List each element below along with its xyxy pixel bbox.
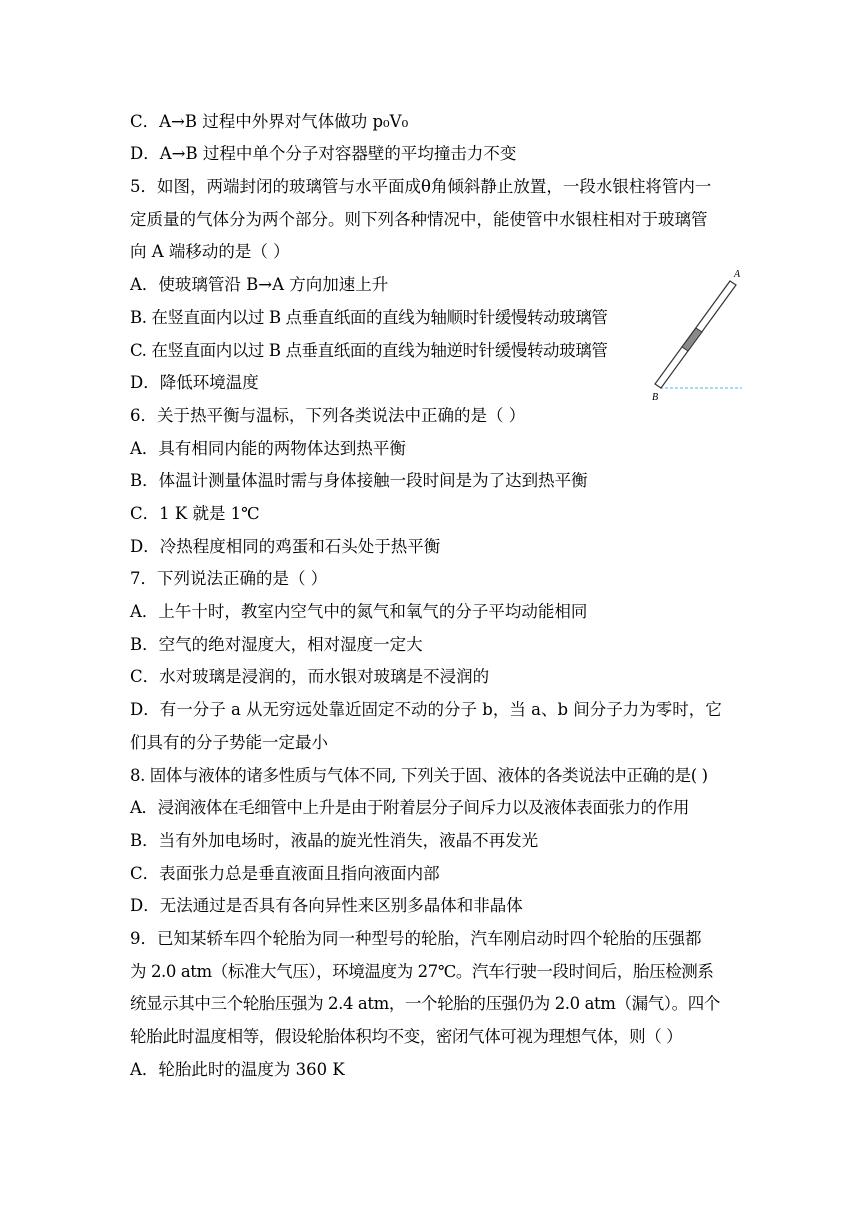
q8-option-d: D．无法通过是否具有各向异性来区别多晶体和非晶体 bbox=[130, 896, 523, 915]
q9-option-a: A．轮胎此时的温度为 360 K bbox=[130, 1060, 345, 1079]
q5-stem-line2: 定质量的气体分为两个部分。则下列各种情况中，能使管中水银柱相对于玻璃管 bbox=[130, 210, 708, 229]
label-a: A bbox=[734, 269, 741, 280]
q9-stem-line3: 统显示其中三个轮胎压强为 2.4 atm，一个轮胎的压强仍为 2.0 atm（漏气）。四个 bbox=[130, 994, 720, 1013]
q7-option-d-line2: 们具有的分子势能一定最小 bbox=[130, 733, 328, 752]
q6-option-c: C．1 K 就是 1℃ bbox=[130, 504, 260, 523]
mercury-column bbox=[682, 328, 702, 351]
q6-option-a: A．具有相同内能的两物体达到热平衡 bbox=[130, 439, 406, 458]
q9-stem-line1: 9．已知某轿车四个轮胎为同一种型号的轮胎，汽车刚启动时四个轮胎的压强都 bbox=[130, 929, 702, 948]
q6-stem: 6．关于热平衡与温标，下列各类说法中正确的是（ ） bbox=[130, 406, 526, 425]
label-b: B bbox=[652, 392, 659, 403]
q5-option-b: B. 在竖直面内以过 B 点垂直纸面的直线为轴顺时针缓慢转动玻璃管 bbox=[130, 308, 608, 327]
q7-stem: 7．下列说法正确的是（ ） bbox=[130, 569, 328, 588]
q6-option-b: B．体温计测量体温时需与身体接触一段时间是为了达到热平衡 bbox=[130, 471, 588, 490]
q8-option-a: A．浸润液体在毛细管中上升是由于附着层分子间斥力以及液体表面张力的作用 bbox=[130, 798, 689, 817]
q9-stem-line4: 轮胎此时温度相等，假设轮胎体积均不变，密闭气体可视为理想气体，则（ ） bbox=[130, 1027, 683, 1046]
q7-option-d-line1: D．有一分子 a 从无穷远处靠近固定不动的分子 b，当 a、b 间分子力为零时，它 bbox=[130, 700, 722, 719]
q4-option-d: D．A→B 过程中单个分子对容器壁的平均撞击力不变 bbox=[130, 144, 517, 163]
q7-option-b: B．空气的绝对湿度大，相对湿度一定大 bbox=[130, 635, 423, 654]
q5-stem-line3: 向 A 端移动的是（ ） bbox=[130, 242, 290, 261]
q8-option-b: B．当有外加电场时，液晶的旋光性消失，液晶不再发光 bbox=[130, 831, 539, 850]
q5-stem-line1: 5．如图，两端封闭的玻璃管与水平面成θ角倾斜静止放置，一段水银柱将管内一 bbox=[130, 177, 712, 196]
q7-option-a: A．上午十时，教室内空气中的氮气和氧气的分子平均动能相同 bbox=[130, 602, 588, 621]
q9-stem-line2: 为 2.0 atm（标准大气压），环境温度为 27℃。汽车行驶一段时间后，胎压检测系 bbox=[130, 962, 714, 981]
q8-option-c: C．表面张力总是垂直液面且指向液面内部 bbox=[130, 864, 440, 883]
q8-stem: 8. 固体与液体的诸多性质与气体不同, 下列关于固、液体的各类说法中正确的是( ) bbox=[130, 766, 708, 785]
q5-option-c: C. 在竖直面内以过 B 点垂直纸面的直线为轴逆时针缓慢转动玻璃管 bbox=[130, 341, 608, 360]
q7-option-c: C．水对玻璃是浸润的，而水银对玻璃是不浸润的 bbox=[130, 667, 490, 686]
q5-option-a: A．使玻璃管沿 B→A 方向加速上升 bbox=[130, 275, 389, 294]
q4-option-c: C．A→B 过程中外界对气体做功 p₀V₀ bbox=[130, 112, 409, 131]
tilted-tube-figure bbox=[648, 266, 748, 406]
q5-option-d: D．降低环境温度 bbox=[130, 373, 259, 392]
q6-option-d: D．冷热程度相同的鸡蛋和石头处于热平衡 bbox=[130, 537, 441, 556]
